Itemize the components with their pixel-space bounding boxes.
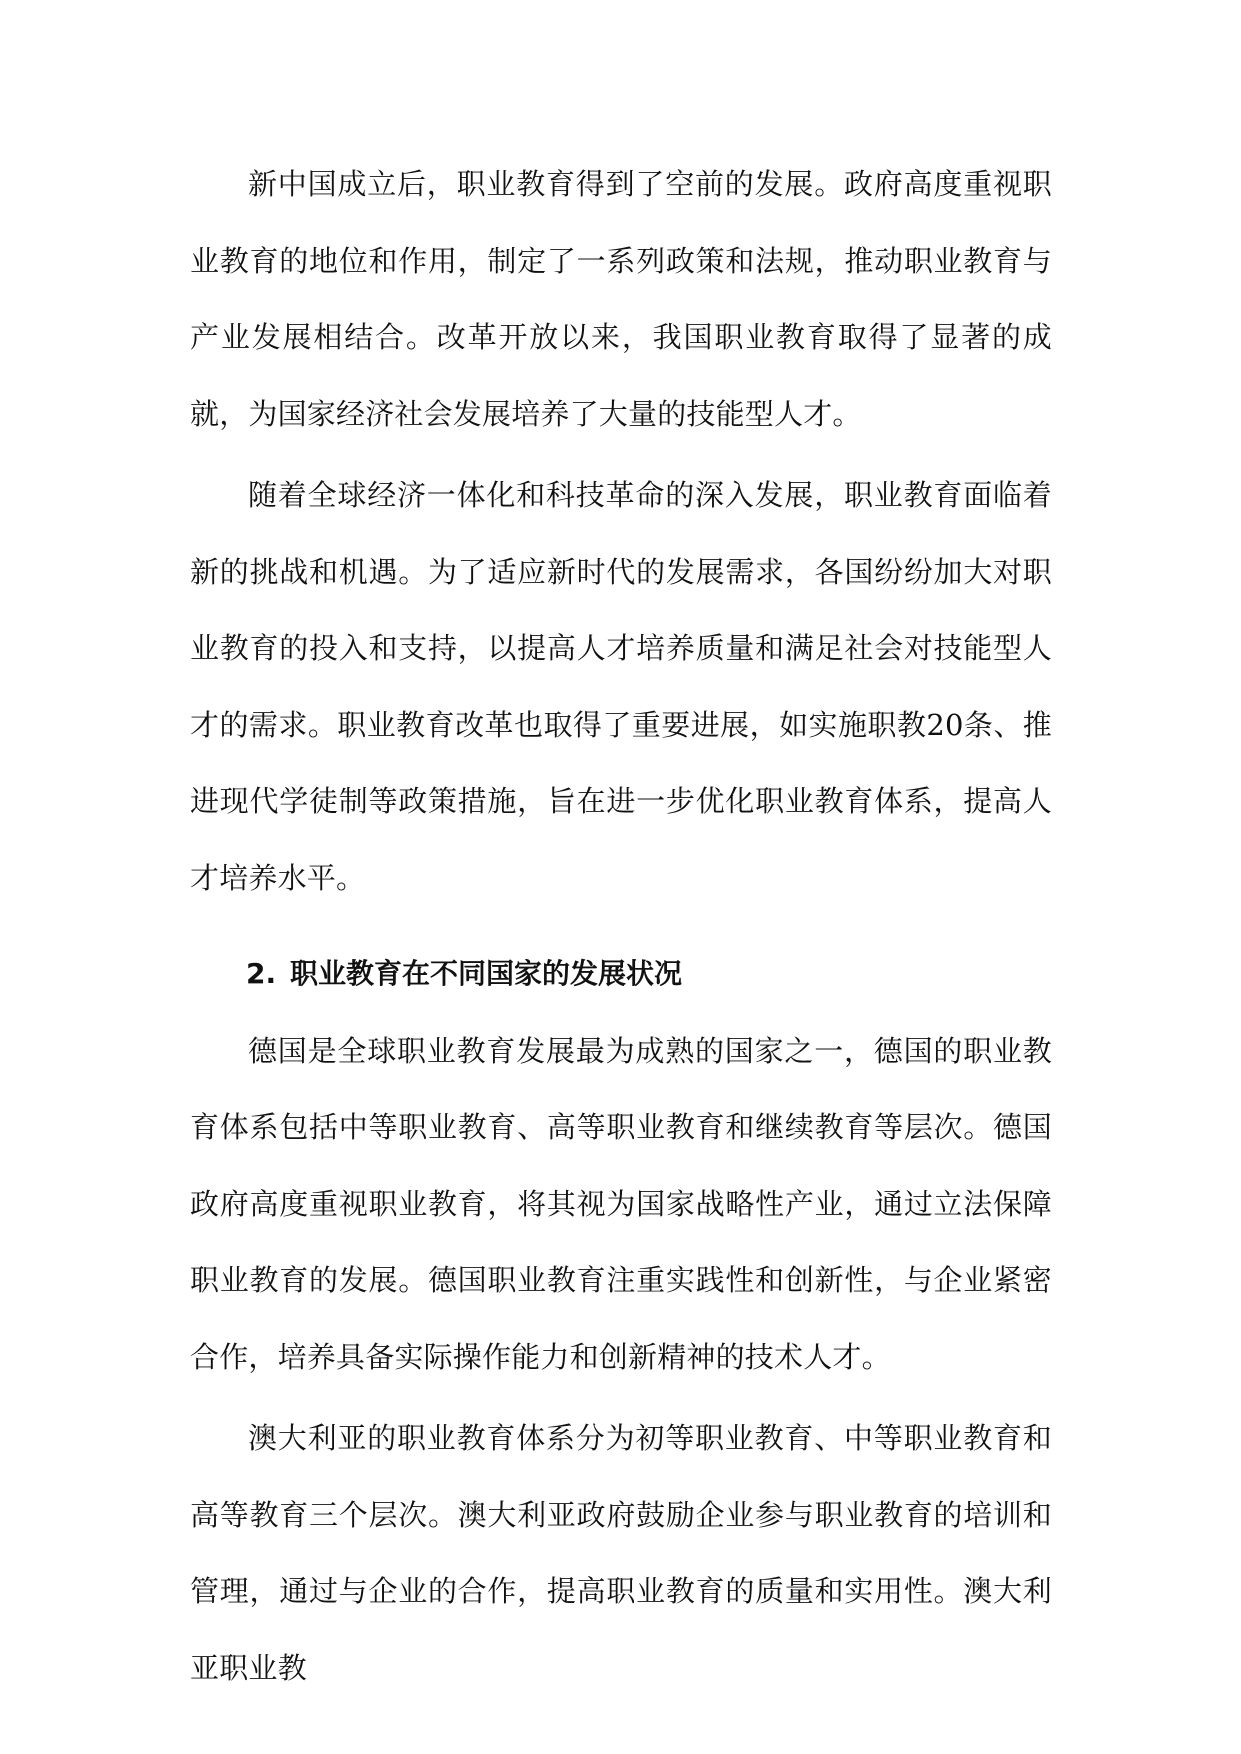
paragraph-globalization-challenges: 随着全球经济一体化和科技革命的深入发展，职业教育面临着新的挑战和机遇。为了适应新时代的发展需求，各国纷纷加大对职业教育的投入和支持，以提高人才培养质量和满足社会对技能型人才的需求。职业教育改革也取得了重要进展，如实施职教20条、推进现代学徒制等政策措施，旨在进一步优化职业教育体系，提高人才培养水平。 [190,478,1052,895]
section-number: 2. [246,957,277,990]
paragraph-australia: 澳大利亚的职业教育体系分为初等职业教育、中等职业教育和高等教育三个层次。澳大利亚政府鼓励企业参与职业教育的培训和管理，通过与企业的合作，提高职业教育的质量和实用性。澳大利亚职业教 [190,1421,1052,1685]
document-body [190,146,1052,1711]
paragraph-new-china-development: 新中国成立后，职业教育得到了空前的发展。政府高度重视职业教育的地位和作用，制定了一系列政策和法规，推动职业教育与产业发展相结合。改革开放以来，我国职业教育取得了显著的成就，为国家经济社会发展培养了大量的技能型人才。 [190,167,1052,431]
section-title: 职业教育在不同国家的发展状况 [290,957,683,990]
paragraph-germany: 德国是全球职业教育发展最为成熟的国家之一，德国的职业教育体系包括中等职业教育、高等职业教育和继续教育等层次。德国政府高度重视职业教育，将其视为国家战略性产业，通过立法保障职业教育的发展。德国职业教育注重实践性和创新性，与企业紧密合作，培养具备实际操作能力和创新精神的技术人才。 [190,1033,1052,1374]
section-heading [190,936,1052,1013]
